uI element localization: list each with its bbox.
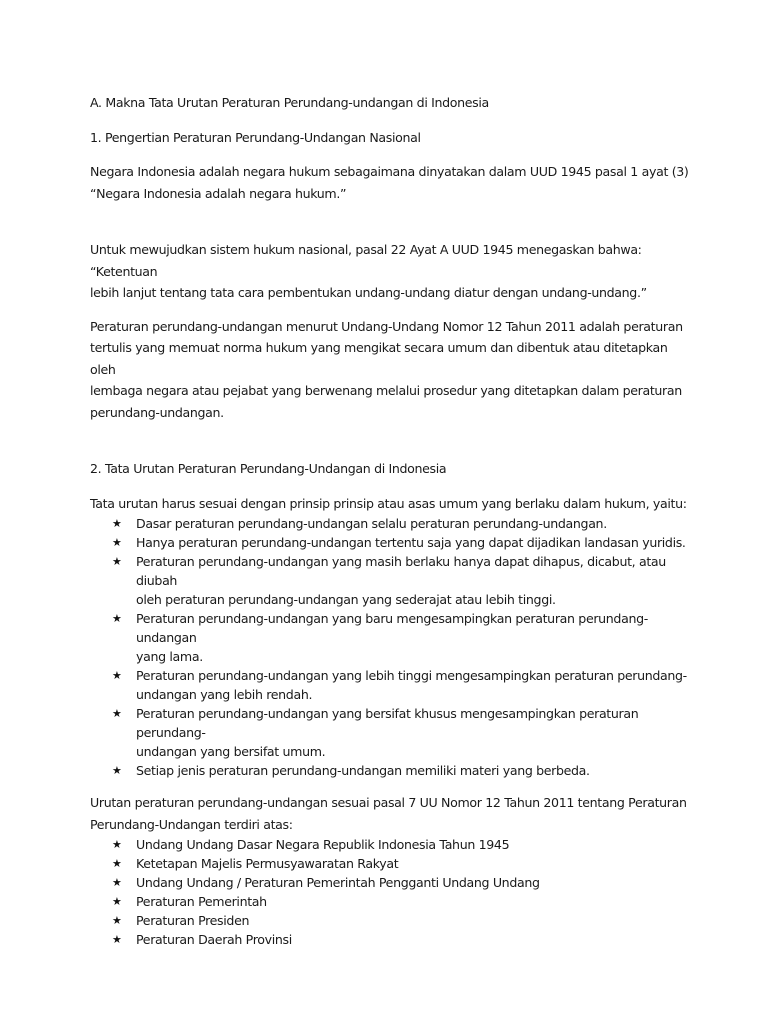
star-icon: ★	[112, 669, 122, 682]
subsection-heading-1: 1. Pengertian Peraturan Perundang-Undangan Nasional	[90, 129, 421, 145]
list-item-text: Peraturan Pemerintah	[136, 894, 267, 909]
hierarchy-list	[90, 835, 690, 949]
star-icon: ★	[112, 895, 122, 908]
list-item-text: Peraturan Presiden	[136, 913, 250, 928]
paragraph-line: lebih lanjut tentang tata cara pembentukan undang-undang diatur dengan undang-undang.”	[90, 285, 647, 300]
list-item-text: Peraturan perundang-undangan yang lebih tinggi mengesampingkan peraturan perundang-	[136, 668, 687, 683]
list-item-text: Setiap jenis peraturan perundang-undangan memiliki materi yang berbeda.	[136, 763, 590, 778]
list-item	[90, 533, 690, 552]
list-item-text: Peraturan perundang-undangan yang masih berlaku hanya dapat dihapus, dicabut, atau diubah	[136, 554, 666, 588]
paragraph-negara-hukum	[90, 161, 690, 204]
list-item-text: Peraturan perundang-undangan yang bersifat khusus mengesampingkan peraturan perundang-	[136, 706, 639, 740]
star-icon: ★	[112, 536, 122, 549]
list-item	[90, 911, 690, 930]
paragraph-line: lembaga negara atau pejabat yang berwenang melalui prosedur yang ditetapkan dalam peraturan	[90, 383, 682, 398]
star-icon: ★	[112, 876, 122, 889]
paragraph-sistem-hukum	[90, 239, 690, 304]
list-item-text: Ketetapan Majelis Permusyawaratan Rakyat	[136, 856, 399, 871]
paragraph-principles-intro: Tata urutan harus sesuai dengan prinsip prinsip atau asas umum yang berlaku dalam hukum, yaitu:	[90, 495, 687, 511]
list-item-text: yang lama.	[136, 649, 203, 664]
list-item	[90, 761, 690, 780]
paragraph-hierarchy-intro	[90, 792, 690, 835]
list-item	[90, 704, 690, 761]
list-item-text: Peraturan perundang-undangan yang baru mengesampingkan peraturan perundang-undangan	[136, 611, 648, 645]
list-item-text: Hanya peraturan perundang-undangan tertentu saja yang dapat dijadikan landasan yuridis.	[136, 535, 686, 550]
list-item-text: Undang Undang / Peraturan Pemerintah Pengganti Undang Undang	[136, 875, 540, 890]
paragraph-line: Peraturan perundang-undangan menurut Undang-Undang Nomor 12 Tahun 2011 adalah peraturan	[90, 318, 683, 334]
list-item	[90, 930, 690, 949]
list-item	[90, 609, 690, 666]
list-item	[90, 514, 690, 533]
star-icon: ★	[112, 707, 122, 720]
paragraph-line: Negara Indonesia adalah negara hukum sebagaimana dinyatakan dalam UUD 1945 pasal 1 ayat (3)	[90, 164, 689, 179]
star-icon: ★	[112, 838, 122, 851]
principles-list	[90, 514, 690, 780]
list-item	[90, 835, 690, 854]
list-item	[90, 552, 690, 609]
list-item-text: oleh peraturan perundang-undangan yang sederajat atau lebih tinggi.	[136, 592, 556, 607]
star-icon: ★	[112, 914, 122, 927]
list-item	[90, 666, 690, 704]
star-icon: ★	[112, 612, 122, 625]
list-item-text: Undang Undang Dasar Negara Republik Indonesia Tahun 1945	[136, 837, 510, 852]
star-icon: ★	[112, 517, 122, 530]
list-item-text: undangan yang bersifat umum.	[136, 744, 326, 759]
list-item	[90, 873, 690, 892]
star-icon: ★	[112, 555, 122, 568]
section-heading-a: A. Makna Tata Urutan Peraturan Perundang-undangan di Indonesia	[90, 95, 489, 110]
paragraph-line: Perundang-Undangan terdiri atas:	[90, 816, 293, 832]
paragraph-line: “Negara Indonesia adalah negara hukum.”	[90, 185, 347, 201]
list-item-text: Peraturan Daerah Provinsi	[136, 932, 292, 947]
list-item-text: undangan yang lebih rendah.	[136, 687, 313, 702]
paragraph-line: tertulis yang memuat norma hukum yang mengikat secara umum dan dibentuk atau ditetapkan oleh	[90, 340, 668, 377]
star-icon: ★	[112, 857, 122, 870]
list-item	[90, 892, 690, 911]
document-body	[90, 92, 690, 949]
list-item	[90, 854, 690, 873]
list-item-text: Dasar peraturan perundang-undangan selalu peraturan perundang-undangan.	[136, 516, 607, 531]
subsection-heading-2: 2. Tata Urutan Peraturan Perundang-Undangan di Indonesia	[90, 461, 447, 476]
paragraph-line: perundang-undangan.	[90, 404, 224, 420]
paragraph-definition	[90, 316, 690, 424]
star-icon: ★	[112, 764, 122, 777]
star-icon: ★	[112, 933, 122, 946]
paragraph-line: Untuk mewujudkan sistem hukum nasional, pasal 22 Ayat A UUD 1945 menegaskan bahwa: “Ketentuan	[90, 242, 642, 279]
paragraph-line: Urutan peraturan perundang-undangan sesuai pasal 7 UU Nomor 12 Tahun 2011 tentang Peraturan	[90, 795, 687, 810]
